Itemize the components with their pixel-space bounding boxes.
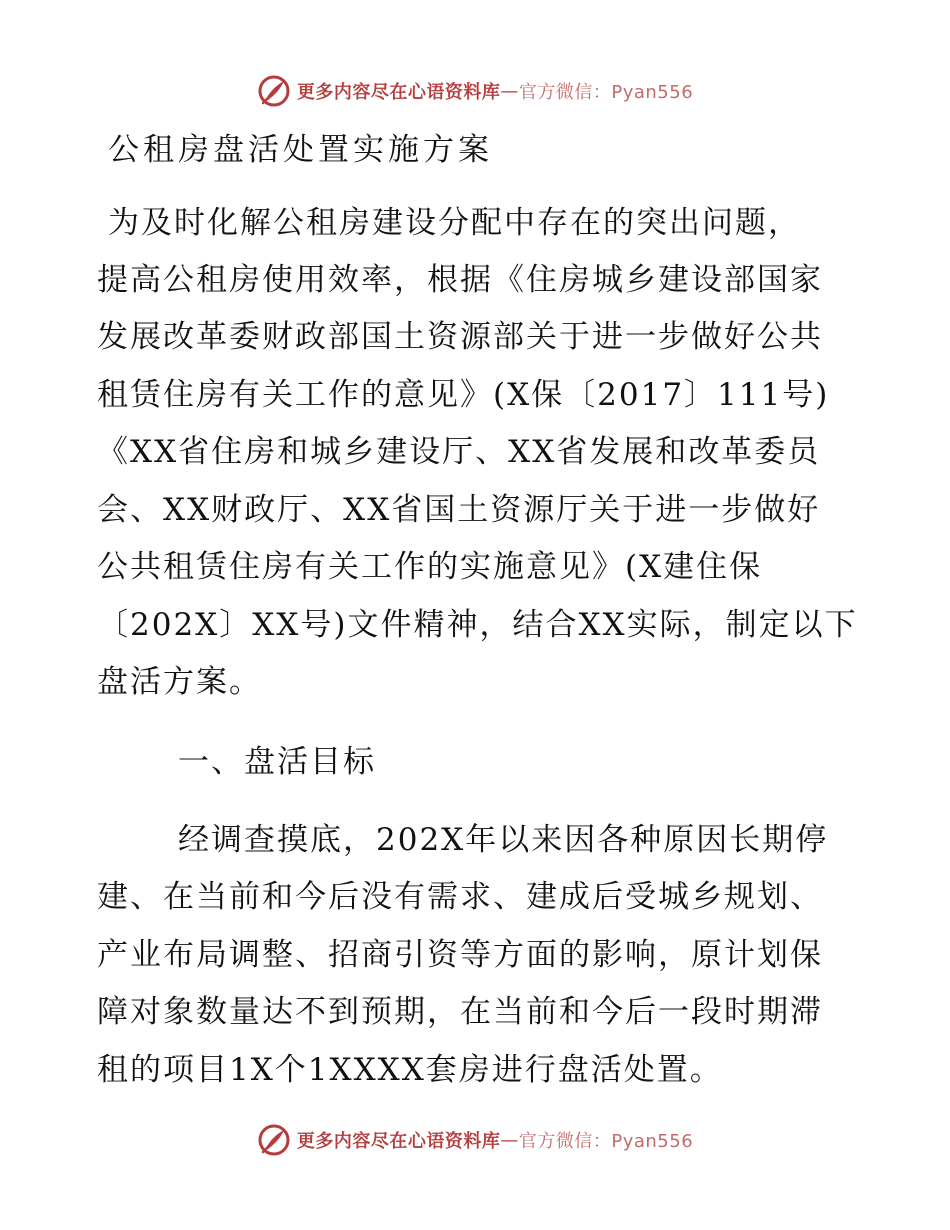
paragraph-line: 〔202X〕XX号)文件精神，结合XX实际，制定以下 [97, 607, 858, 643]
watermark-dash: — [500, 1129, 519, 1151]
paragraph-line: 《XX省住房和城乡建设厅、XX省发展和改革委员 [97, 434, 821, 470]
paragraph-line: 租赁住房有关工作的意见》(X保〔2017〕111号) [97, 377, 830, 413]
footer-watermark [0, 1120, 950, 1160]
feather-pen-logo-icon [257, 1123, 291, 1157]
paragraph-line: 发展改革委财政部国土资源部关于进一步做好公共 [97, 319, 823, 355]
paragraph-line: 提高公租房使用效率，根据《住房城乡建设部国家 [97, 262, 823, 298]
watermark-dash: — [500, 80, 519, 102]
paragraph-line: 为及时化解公租房建设分配中存在的突出问题， [108, 205, 801, 241]
watermark-main-text: 更多内容尽在心语资料库 [296, 1131, 501, 1152]
paragraph-line: 租的项目1X个1XXXX套房进行盘活处置。 [97, 1052, 723, 1088]
watermark-wechat-text: 官方微信：Pyan556 [518, 82, 694, 103]
paragraph-line: 公共租赁住房有关工作的实施意见》(X建住保 [97, 549, 763, 585]
watermark-wechat-text: 官方微信：Pyan556 [518, 1131, 694, 1152]
paragraph-line: 产业布局调整、招商引资等方面的影响，原计划保 [97, 937, 823, 973]
paragraph-line: 建、在当前和今后没有需求、建成后受城乡规划、 [97, 879, 823, 915]
paragraph-line: 盘活方案。 [97, 664, 262, 700]
document-title: 公租房盘活处置实施方案 [108, 132, 493, 168]
section-heading: 一、盘活目标 [178, 744, 376, 780]
watermark-main-text: 更多内容尽在心语资料库 [296, 82, 501, 103]
paragraph-line: 会、XX财政厅、XX省国土资源厅关于进一步做好 [97, 492, 821, 528]
paragraph-line: 障对象数量达不到预期，在当前和今后一段时期滞 [97, 994, 823, 1030]
paragraph-line: 经调查摸底，202X年以来因各种原因长期停 [178, 822, 829, 858]
